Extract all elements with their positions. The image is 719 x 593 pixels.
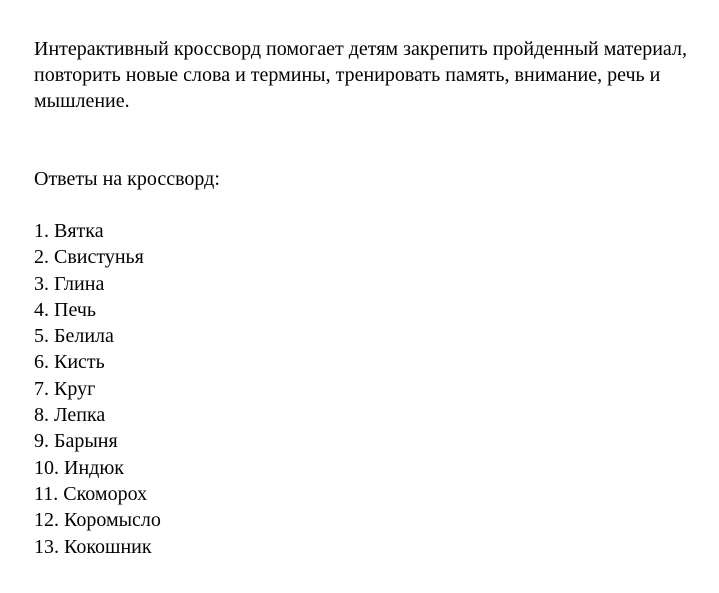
answer-item: 7. Круг: [34, 377, 96, 400]
answer-item: 13. Кокошник: [34, 535, 152, 558]
document-page: [34, 36, 694, 560]
answer-item: 12. Коромысло: [34, 509, 161, 532]
answer-item: 6. Кисть: [34, 351, 105, 374]
answer-item: 2. Свистунья: [34, 246, 144, 269]
answer-item: 5. Белила: [34, 325, 114, 348]
answer-item: 11. Скоморох: [34, 482, 148, 505]
intro-paragraph: Интерактивный кроссворд помогает детям закрепить пройденный материал, повторить новые слова и термины, тренировать память, внимание, речь и мышление.: [34, 38, 687, 112]
answers-heading: Ответы на кроссворд:: [34, 168, 220, 190]
answer-item: 3. Глина: [34, 272, 105, 295]
answer-item: 9. Барыня: [34, 430, 118, 453]
answer-item: 8. Лепка: [34, 404, 106, 427]
answer-item: 1. Вятка: [34, 220, 104, 242]
answer-item: 10. Индюк: [34, 456, 124, 479]
answers-list: [34, 218, 694, 560]
answer-item: 4. Печь: [34, 298, 97, 321]
